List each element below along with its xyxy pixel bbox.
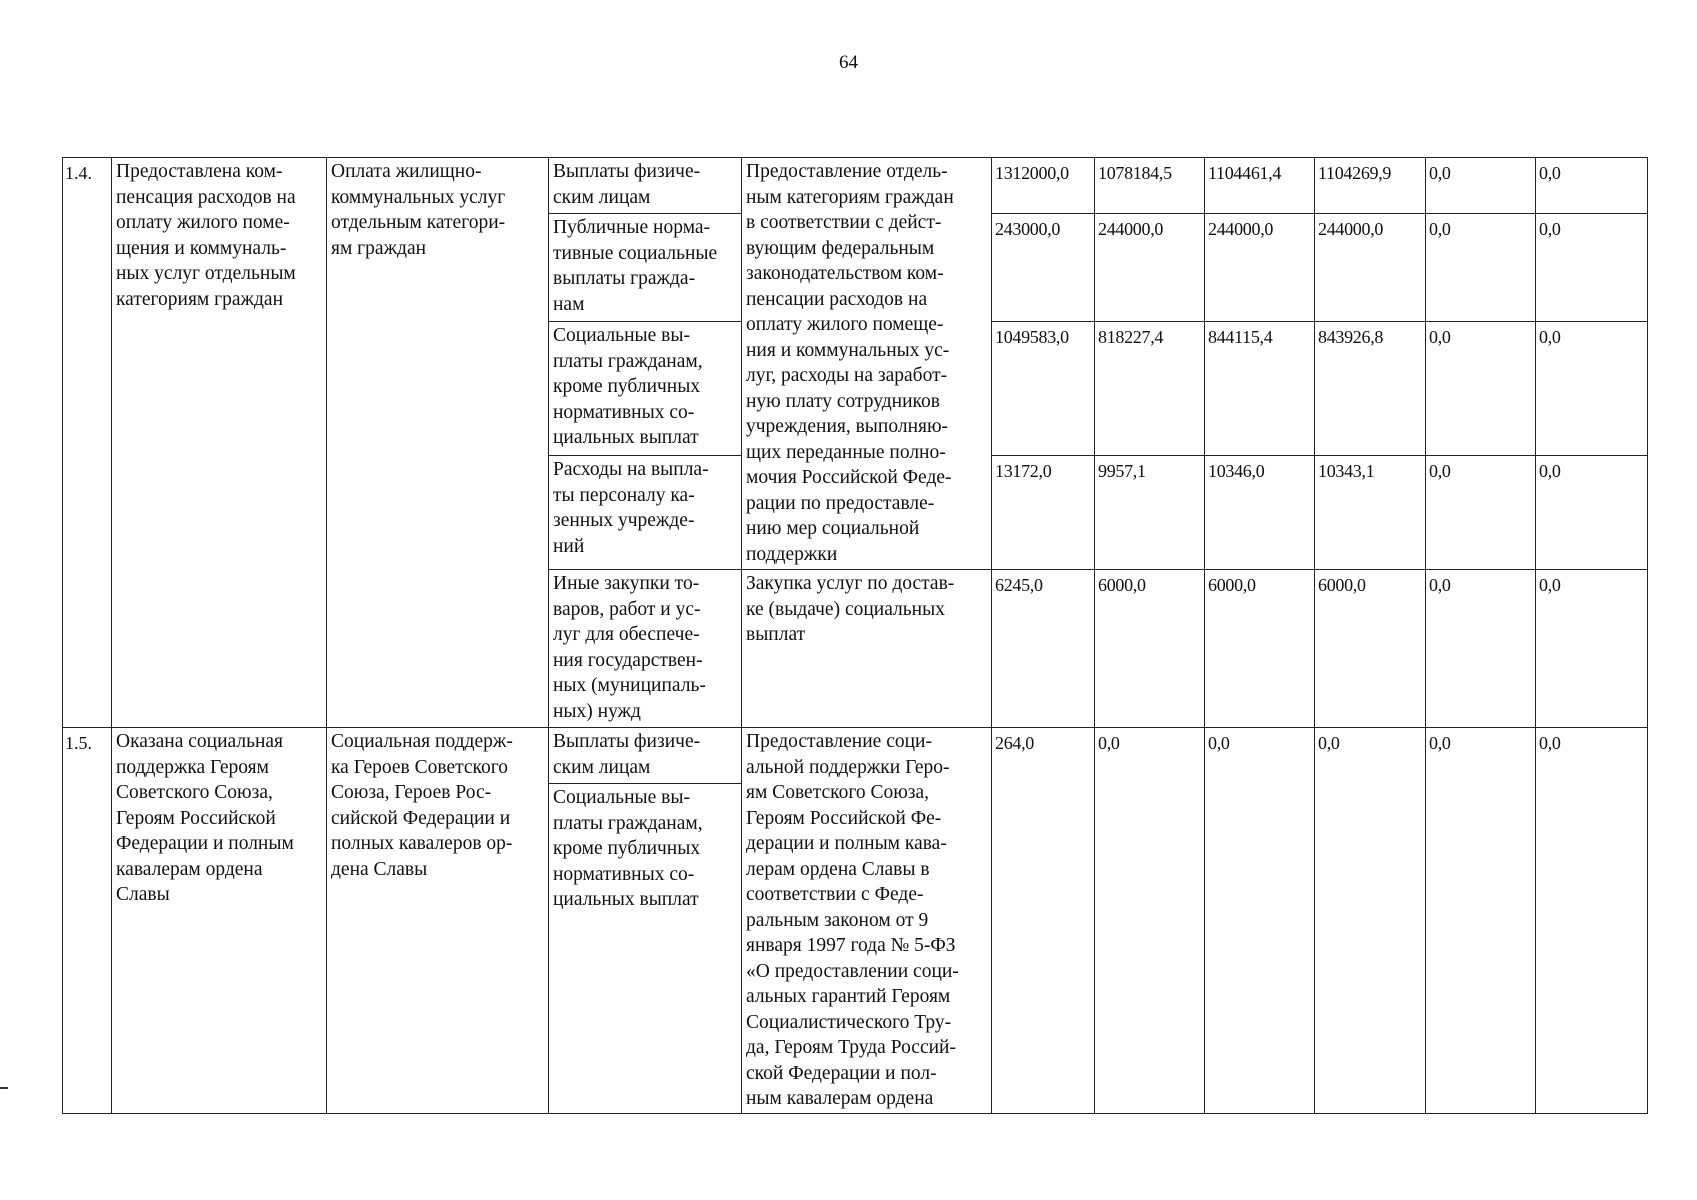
text-line: нормативных со-: [553, 401, 695, 423]
text-line: Публичные норма-: [553, 217, 711, 238]
text-line: Славы: [116, 884, 170, 905]
text-line: альной поддержки Геро-: [746, 756, 950, 778]
table-row: [63, 728, 1648, 784]
text-line: Иные закупки то-: [553, 573, 700, 594]
text-line: поддержки: [746, 543, 838, 565]
value-cell: 9957,1: [1095, 456, 1205, 570]
text-line: циальных выплат: [553, 889, 699, 911]
value-cell: 264,0: [992, 728, 1095, 1114]
text-line: луг для обеспече-: [553, 624, 700, 645]
text-line: полных кавалеров ор-: [331, 833, 513, 854]
value-cell: 1049583,0: [992, 322, 1095, 456]
text-line: зенных учрежде-: [553, 510, 695, 531]
text-line: Советского Союза,: [116, 782, 273, 803]
text-line: тивные социальные: [553, 242, 718, 264]
expense-type-cell: [549, 728, 742, 784]
expense-type-cell: [549, 158, 742, 214]
text-line: пенсации расходов на: [746, 288, 928, 310]
text-line: ным категориям граждан: [746, 186, 954, 208]
text-line: кроме публичных: [553, 376, 701, 397]
text-line: дерации и полным кава-: [746, 833, 947, 854]
text-line: Предоставление соци-: [746, 731, 932, 752]
text-line: циальных выплат: [553, 427, 699, 448]
text-line: ния и коммунальных ус-: [746, 339, 950, 361]
text-line: дена Славы: [331, 858, 428, 880]
text-line: Героям Российской Фе-: [746, 807, 942, 829]
value-cell: 0,0: [1536, 728, 1648, 1114]
text-line: Социальные вы-: [553, 325, 690, 346]
measure-cell: [327, 728, 549, 1114]
text-line: Федерации и полным: [116, 833, 294, 854]
text-line: платы гражданам,: [553, 350, 703, 372]
text-line: платы гражданам,: [553, 812, 703, 834]
value-cell: 1312000,0: [992, 158, 1095, 214]
text-line: луг, расходы на заработ-: [746, 365, 948, 386]
result-cell: [112, 158, 327, 728]
text-line: января 1997 года № 5-ФЗ: [746, 935, 956, 956]
text-line: учреждения, выполняю-: [746, 416, 949, 437]
value-cell: 843926,8: [1315, 322, 1426, 456]
text-line: ским лицам: [553, 756, 651, 778]
value-cell: 0,0: [1536, 456, 1648, 570]
description-cell: [742, 570, 992, 728]
text-line: ных (муниципаль-: [553, 675, 706, 696]
text-line: альных гарантий Героям: [746, 986, 951, 1007]
description-cell: [742, 728, 992, 1114]
text-line: Оказана социальная: [116, 731, 284, 752]
text-line: ний: [553, 535, 585, 557]
value-cell: 244000,0: [1205, 214, 1315, 322]
text-line: щения и коммуналь-: [116, 237, 287, 259]
value-cell: 0,0: [1205, 728, 1315, 1114]
text-line: нам: [553, 293, 585, 315]
value-cell: 0,0: [1426, 322, 1536, 456]
value-cell: 0,0: [1536, 158, 1648, 214]
value-cell: 0,0: [1426, 728, 1536, 1114]
text-line: Героям Российской: [116, 807, 276, 829]
text-line: сийской Федерации и: [331, 807, 511, 829]
value-cell: 0,0: [1315, 728, 1426, 1114]
text-line: оплату жилого поме-: [116, 212, 290, 233]
text-line: ную плату сотрудников: [746, 390, 940, 412]
value-cell: 13172,0: [992, 456, 1095, 570]
value-cell: 0,0: [1426, 570, 1536, 728]
text-line: ям граждан: [331, 237, 427, 259]
value-cell: 1104461,4: [1205, 158, 1315, 214]
text-line: Оплата жилищно-: [331, 161, 482, 182]
text-line: вующим федеральным: [746, 237, 935, 259]
text-line: ным кавалерам ордена: [746, 1088, 934, 1109]
text-line: ке (выдаче) социальных: [746, 598, 945, 620]
page-number: 64: [839, 52, 858, 73]
text-line: в соответствии с дейст-: [746, 212, 942, 233]
value-cell: 1104269,9: [1315, 158, 1426, 214]
text-line: щих переданные полно-: [746, 441, 946, 463]
expense-type-cell: [549, 570, 742, 728]
text-line: нию мер социальной: [746, 518, 920, 539]
description-cell: [742, 158, 992, 570]
text-line: соответствии с Феде-: [746, 884, 924, 905]
expense-type-cell: [549, 214, 742, 322]
value-cell: 1078184,5: [1095, 158, 1205, 214]
result-cell: [112, 728, 327, 1114]
text-line: Предоставлена ком-: [116, 161, 283, 182]
value-cell: 0,0: [1536, 570, 1648, 728]
table-row: [63, 158, 1648, 214]
text-line: Расходы на выпла-: [553, 459, 709, 480]
text-line: Выплаты физиче-: [553, 731, 701, 752]
text-line: Социальная поддерж-: [331, 731, 513, 752]
value-cell: 244000,0: [1095, 214, 1205, 322]
text-line: ральным законом от 9: [746, 909, 929, 931]
text-line: оплату жилого помеще-: [746, 314, 944, 335]
text-line: Выплаты физиче-: [553, 161, 701, 182]
text-line: ка Героев Советского: [331, 756, 509, 778]
text-line: выплаты гражда-: [553, 268, 696, 289]
value-cell: 10343,1: [1315, 456, 1426, 570]
row-index: 1.5.: [63, 728, 112, 1114]
value-cell: 243000,0: [992, 214, 1095, 322]
text-line: ных услуг отдельным: [116, 263, 296, 284]
text-line: Предоставление отдель-: [746, 161, 948, 182]
text-line: ям Советского Союза,: [746, 782, 930, 803]
text-line: да, Героям Труда Россий-: [746, 1037, 956, 1058]
budget-table: [62, 157, 1648, 1114]
text-line: категориям граждан: [116, 288, 284, 310]
text-line: «О предоставлении соци-: [746, 960, 959, 982]
measure-cell: [327, 158, 549, 728]
text-line: Союза, Героев Рос-: [331, 782, 492, 803]
text-line: варов, работ и ус-: [553, 598, 701, 620]
expense-type-cell: [549, 456, 742, 570]
text-line: ты персоналу ка-: [553, 484, 695, 506]
text-line: ния государствен-: [553, 649, 703, 671]
value-cell: 818227,4: [1095, 322, 1205, 456]
value-cell: 0,0: [1426, 158, 1536, 214]
text-line: Социалистического Тру-: [746, 1011, 952, 1033]
text-line: коммунальных услуг: [331, 186, 506, 208]
value-cell: 0,0: [1536, 214, 1648, 322]
text-line: кроме публичных: [553, 838, 701, 860]
text-line: поддержка Героям: [116, 756, 269, 778]
text-line: ским лицам: [553, 186, 651, 208]
expense-type-cell: [549, 322, 742, 456]
value-cell: 6000,0: [1315, 570, 1426, 728]
value-cell: 0,0: [1426, 214, 1536, 322]
value-cell: 6000,0: [1205, 570, 1315, 728]
text-line: Социальные вы-: [553, 787, 690, 809]
text-line: лерам ордена Славы в: [746, 858, 930, 880]
text-line: Закупка услуг по достав-: [746, 573, 955, 594]
value-cell: 10346,0: [1205, 456, 1315, 570]
value-cell: 0,0: [1426, 456, 1536, 570]
expense-type-cell: [549, 784, 742, 1113]
value-cell: 0,0: [1095, 728, 1205, 1114]
value-cell: 244000,0: [1315, 214, 1426, 322]
text-line: ных) нужд: [553, 700, 641, 722]
text-line: пенсация расходов на: [116, 186, 296, 208]
value-cell: 6245,0: [992, 570, 1095, 728]
text-line: законодательством ком-: [746, 263, 944, 284]
text-line: отдельным категори-: [331, 212, 506, 233]
value-cell: 844115,4: [1205, 322, 1315, 456]
text-line: выплат: [746, 624, 806, 645]
row-index: 1.4.: [63, 158, 112, 728]
text-line: рации по предоставле-: [746, 492, 935, 514]
value-cell: 0,0: [1536, 322, 1648, 456]
text-line: мочия Российской Феде-: [746, 467, 952, 488]
text-line: кавалерам ордена: [116, 858, 263, 880]
scan-edge-mark: [0, 1087, 8, 1089]
text-line: ской Федерации и пол-: [746, 1062, 937, 1084]
value-cell: 6000,0: [1095, 570, 1205, 728]
text-line: нормативных со-: [553, 863, 695, 885]
